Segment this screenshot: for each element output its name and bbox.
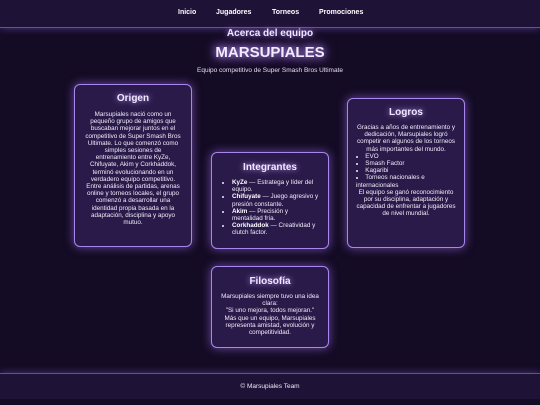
logros-card	[347, 98, 465, 248]
filosofia-quote: "Si uno mejora, todos mejoran."	[225, 307, 315, 315]
list-item	[232, 179, 320, 193]
origen-card	[74, 84, 192, 247]
list-item	[232, 208, 320, 222]
list-item: • EVO	[356, 153, 456, 160]
team-subtitle: Equipo competitivo de Super Smash Bros Ultimate	[197, 67, 343, 74]
bottom-strip	[0, 399, 540, 405]
member-name: Akim	[232, 207, 248, 215]
list-item: • Smash Factor	[356, 160, 456, 167]
origen-title: Origen	[116, 93, 150, 104]
filosofia-title: Filosofía	[249, 276, 291, 287]
top-navigation	[0, 0, 540, 28]
member-role: — Juego agresivo y presión constante.	[232, 193, 319, 208]
team-name-heading: MARSUPIALES	[215, 44, 325, 61]
member-role: — Estratega y líder del equipo.	[232, 179, 314, 194]
filosofia-line1: Marsupiales siempre tuvo una idea clara:	[221, 293, 319, 308]
filosofia-card	[211, 266, 329, 348]
filosofia-line2: Más que un equipo, Marsupiales representa amistad, evolución y competitividad.	[224, 314, 316, 337]
integrantes-title: Integrantes	[243, 162, 297, 173]
logros-intro: Gracias a años de entrenamiento y dedicación, Marsupiales logró competir en algunos de los torneos más importantes del mundo.	[356, 124, 455, 153]
member-name: KyZe	[232, 179, 248, 186]
nav-link-jugadores[interactable]: Jugadores	[216, 9, 252, 16]
member-role: — Creatividad y clutch factor.	[232, 222, 316, 237]
list-item	[232, 193, 320, 207]
member-name: Corkhaddok	[232, 222, 269, 230]
members-list	[220, 179, 320, 237]
nav-link-torneos[interactable]: Torneos	[272, 9, 300, 16]
nav-link-inicio[interactable]: Inicio	[178, 9, 197, 16]
nav-link-promociones[interactable]: Promociones	[319, 9, 364, 16]
list-item: • Torneos nacionales e internacionales	[356, 174, 456, 188]
footer-copyright: © Marsupiales Team	[240, 383, 300, 390]
page-footer	[0, 373, 540, 400]
logros-title: Logros	[389, 107, 423, 118]
section-title: Acerca del equipo	[226, 28, 314, 39]
list-item	[232, 222, 320, 236]
tournaments-list	[356, 153, 456, 189]
member-name: Chifuyate	[232, 193, 261, 201]
origen-text: Marsupiales nació como un pequeño grupo de amigos que buscaban mejorar juntos en el competitivo de Super Smash Bros Ultimate. Lo que comenzó como simples sesiones de entrenamiento entre KyZe, Chifuyate, Akim y Corkhaddok, terminó evolucionando en un verdadero equipo competitivo. Entre análisis de partidas, arenas online y torneos locales, el grupo comenzó a desarrollar una identidad propia basada en la adaptación, disciplina y apoyo mutuo.	[85, 111, 181, 227]
integrantes-card	[211, 152, 329, 249]
member-role: — Precisión y mentalidad fría.	[232, 207, 288, 223]
list-item: • Kagaribi	[356, 167, 456, 174]
logros-outro: El equipo se ganó reconocimiento por su disciplina, adaptación y capacidad de enfrentar a jugadores de nivel mundial.	[356, 188, 456, 218]
